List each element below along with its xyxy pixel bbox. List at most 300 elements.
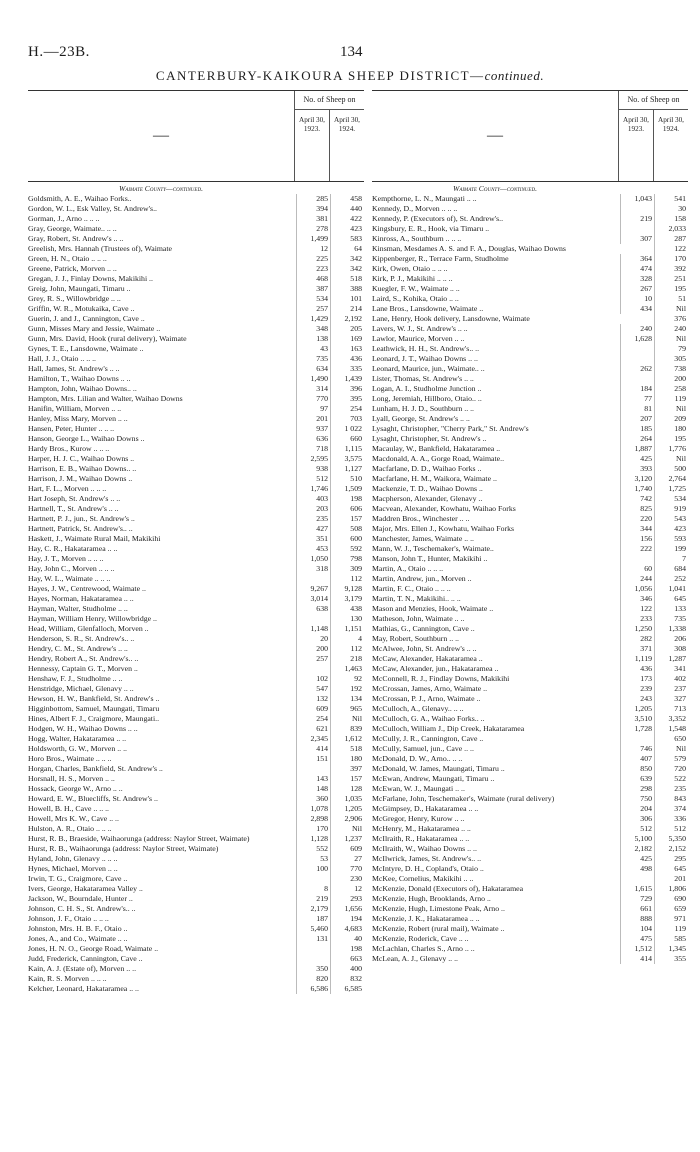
sheep-1923: 220 [620,514,654,524]
right-column [372,90,688,964]
table-row [372,884,688,894]
holder-name: Greelish, Mrs. Hannah (Trustees of), Waimate [28,244,173,253]
sheep-1923: 414 [296,744,330,754]
table-row [372,344,688,354]
holder-name: Gorman, J., Arno .. .. .. [28,214,100,223]
table-row [28,914,364,924]
sheep-1923: 156 [620,534,654,544]
page-title-suffix: continued. [484,68,545,83]
sheep-1924: 720 [654,764,688,774]
holder-name: Kelcher, Leonard, Hakataramea .. .. [28,984,139,993]
table-row [28,594,364,604]
holder-name: Lister, Thomas, St. Andrew's .. .. [372,374,474,383]
table-row [28,244,364,254]
holder-name: McCulloch, William J., Dip Creek, Hakataramea [372,724,525,733]
holder-name: Hayman, William Henry, Willowbridge .. [28,614,157,623]
holder-name: Hay, J. T., Morven .. .. .. [28,554,104,563]
table-row [372,894,688,904]
sheep-1923: 2,595 [296,454,330,464]
sheep-1923: 1,512 [620,944,654,954]
sheep-1924: 252 [654,574,688,584]
sheep-1924: 235 [654,784,688,794]
table-row [372,704,688,714]
table-row [28,834,364,844]
holder-name: McFarlane, John, Teschemaker's, Waimate (rural delivery) [372,794,555,803]
sheep-1923: 151 [296,754,330,764]
left-year-1923: April 30, 1923. [299,116,325,133]
sheep-1923: 257 [296,654,330,664]
sheep-1924: 1,439 [330,374,364,384]
holder-name: Macvean, Alexander, Kowhatu, Waihao Forks [372,504,516,513]
sheep-1924: 2,033 [654,224,688,234]
holder-name: Laird, S., Kohika, Otaio .. .. [372,294,459,303]
sheep-1924: 287 [654,234,688,244]
holder-name: May, Robert, Southburn .. .. [372,634,459,643]
holder-name: McDonald, D. W., Arno.. .. .. [372,754,463,763]
sheep-1924: 534 [654,494,688,504]
sheep-1924: 192 [330,684,364,694]
sheep-1923: 1,148 [296,624,330,634]
sheep-1923 [296,944,330,954]
sheep-1923: 609 [296,704,330,714]
sheep-1924: 609 [330,844,364,854]
table-row [372,644,688,654]
sheep-1923: 453 [296,544,330,554]
table-row [372,614,688,624]
sheep-1924: 843 [654,794,688,804]
table-row [372,814,688,824]
sheep-1924: 79 [654,344,688,354]
sheep-1924: 355 [654,954,688,964]
sheep-1923: 225 [296,254,330,264]
holder-name: Hewson, H. W., Bankfield, St. Andrew's .. [28,694,160,703]
holder-name: McKenzie, J. K., Hakataramea .. .. [372,914,480,923]
holder-name: Lunham, H. J. D., Southburn .. .. [372,404,475,413]
sheep-1924: 376 [654,314,688,324]
table-row [28,624,364,634]
holder-name: Hall, J. J., Otaio .. .. .. [28,354,97,363]
sheep-1924: 522 [654,774,688,784]
sheep-1923: 6,586 [296,984,330,994]
sheep-1923: 170 [296,824,330,834]
left-year-1924: April 30, 1924. [329,110,364,181]
sheep-1924: 508 [330,524,364,534]
table-row [372,374,688,384]
table-row [372,634,688,644]
sheep-1923: 97 [296,404,330,414]
sheep-1924: 1,806 [654,884,688,894]
sheep-1923: 718 [296,444,330,454]
sheep-1924: 422 [330,214,364,224]
table-row [372,674,688,684]
table-row [28,334,364,344]
table-row [372,534,688,544]
holder-name: Major, Mrs. Ellen J., Kowhatu, Waihao Forks [372,524,515,533]
sheep-1924: 400 [330,964,364,974]
sheep-1924: 600 [330,534,364,544]
holder-name: Hynes, Michael, Morven .. .. [28,864,118,873]
sheep-1924: Nil [330,714,364,724]
table-row [28,484,364,494]
sheep-1924: 199 [654,544,688,554]
sheep-1923: 203 [296,504,330,514]
right-rows [372,194,688,964]
table-row [372,244,688,254]
sheep-1924: 374 [654,804,688,814]
sheep-1923: 318 [296,564,330,574]
sheep-1923: 278 [296,224,330,234]
holder-name: Harrison, E. B., Waihao Downs.. .. [28,464,137,473]
sheep-1924: 112 [330,644,364,654]
table-row [372,654,688,664]
sheep-1924: 195 [654,284,688,294]
holder-name: Horsnall, H. S., Morven .. .. [28,774,115,783]
holder-name: Gregan, J. J., Finlay Downs, Makikihi .. [28,274,153,283]
sheep-1924: 592 [330,544,364,554]
table-row [372,384,688,394]
sheep-1923: 1,250 [620,624,654,634]
holder-name: Martin, F. C., Otaio .. .. .. [372,584,451,593]
table-row [28,314,364,324]
table-row [28,464,364,474]
sheep-1924: 713 [654,704,688,714]
sheep-1924: 218 [330,654,364,664]
sheep-1923: 173 [620,674,654,684]
sheep-1924: 543 [654,514,688,524]
holder-name: Kain, A. J. (Estate of), Morven .. .. [28,964,137,973]
sheep-1923: 207 [620,414,654,424]
holder-name: Hulston, A. R., Otaio .. .. .. [28,824,112,833]
sheep-1924: 650 [654,734,688,744]
sheep-1924: 2,906 [330,814,364,824]
sheep-1924: 1,776 [654,444,688,454]
sheep-1924: 51 [654,294,688,304]
table-row [372,204,688,214]
table-row [372,234,688,244]
table-row [372,684,688,694]
sheep-1923: 223 [296,264,330,274]
table-row [372,324,688,334]
holder-name: Macfarlane, H. M., Waikora, Waimate .. [372,474,497,483]
sheep-1924: 579 [654,754,688,764]
right-subheading: Waimate County—continued. [453,184,537,193]
right-header-dash: — [487,127,503,144]
table-row [28,874,364,884]
sheep-1924: 295 [654,854,688,864]
sheep-1924: 170 [654,254,688,264]
table-row [372,594,688,604]
holder-name: McGimpsey, D., Hakataramea .. .. [372,804,479,813]
sheep-1923: 3,014 [296,594,330,604]
sheep-1924: 585 [654,934,688,944]
sheep-1924: Nil [654,304,688,314]
sheep-1923: 735 [296,354,330,364]
sheep-1923 [620,204,654,214]
sheep-1923: 102 [296,674,330,684]
sheep-1924: 342 [330,264,364,274]
sheep-1923: 262 [620,364,654,374]
holder-name: McKenzie, Robert (rural mail), Waimate .. [372,924,505,933]
sheep-1924: 258 [654,384,688,394]
table-row [28,414,364,424]
table-row [28,194,364,204]
sheep-1924: 438 [330,604,364,614]
table-row [372,924,688,934]
sheep-1923: 81 [620,404,654,414]
sheep-1923: 639 [620,774,654,784]
table-row [372,944,688,954]
table-row [372,474,688,484]
sheep-1923: 638 [296,604,330,614]
table-row [372,214,688,224]
sheep-1924: 206 [654,634,688,644]
sheep-1924: 593 [654,534,688,544]
sheep-1924: 157 [330,514,364,524]
table-row [28,894,364,904]
sheep-1924: 92 [330,674,364,684]
table-row [372,334,688,344]
table-row [372,934,688,944]
sheep-1924: 209 [654,414,688,424]
sheep-1924: 396 [330,384,364,394]
sheep-1924: 3,352 [654,714,688,724]
right-sheep-caption: No. of Sheep on [619,91,688,110]
table-row [28,744,364,754]
sheep-1923: 132 [296,694,330,704]
sheep-1924: 133 [654,604,688,614]
sheep-1923: 1,119 [620,654,654,664]
table-row [28,604,364,614]
sheep-1924: 305 [654,354,688,364]
sheep-1923: 235 [296,514,330,524]
sheep-1923: 937 [296,424,330,434]
holder-name: McCulloch, A., Glenavy.. .. .. [372,704,464,713]
sheep-1923: 184 [620,384,654,394]
table-row [28,364,364,374]
table-row [372,424,688,434]
table-row [372,454,688,464]
sheep-1923: 661 [620,904,654,914]
sheep-1923: 8 [296,884,330,894]
holder-name: Mason and Menzies, Hook, Waimate .. [372,604,494,613]
holder-name: Hartnett, Patrick, St. Andrew's.. .. [28,524,133,533]
holder-name: McEwan, W. J., Maungati .. .. [372,784,465,793]
holder-name: Mann, W. J., Teschemaker's, Waimate.. [372,544,494,553]
sheep-1924: 770 [330,864,364,874]
sheep-1924: 735 [654,614,688,624]
right-year-1924: April 30, 1924. [653,110,688,181]
sheep-1923 [296,874,330,884]
sheep-1923 [620,734,654,744]
holder-name: Macfarlane, D. D., Waihao Forks .. [372,464,482,473]
holder-name: Lane Bros., Lansdowne, Waimate .. [372,304,484,313]
sheep-1924: 119 [654,394,688,404]
sheep-1923: 2,179 [296,904,330,914]
holder-name: Henderson, S. R., St. Andrew's.. .. [28,634,135,643]
sheep-1923: 1,887 [620,444,654,454]
holder-name: McCaw, Alexander, Hakataramea .. [372,654,483,663]
table-row [28,514,364,524]
table-row [28,644,364,654]
table-row [372,494,688,504]
table-row [372,504,688,514]
table-row [372,624,688,634]
sheep-1923: 328 [620,274,654,284]
holder-name: Hampton, Mrs. Lilian and Walter, Waihao Downs [28,394,183,403]
sheep-1924: 423 [330,224,364,234]
holder-name: Hurst, R. B., Waihaorunga (address: Naylor Street, Waimate) [28,844,219,853]
sheep-1923: 185 [620,424,654,434]
sheep-1923: 1,740 [620,484,654,494]
sheep-1923: 938 [296,464,330,474]
holder-name: Hennessy, Captain G. T., Morven .. [28,664,138,673]
sheep-1923: 267 [620,284,654,294]
sheep-1923: 222 [620,544,654,554]
sheep-1924: 112 [330,574,364,584]
sheep-1924: 5,350 [654,834,688,844]
holder-name: Hay, John C., Morven .. .. .. [28,564,115,573]
table-row [28,434,364,444]
sheep-1924: 12 [330,884,364,894]
table-row [28,804,364,814]
sheep-1923: 233 [620,614,654,624]
sheep-1923: 1,728 [620,724,654,734]
sheep-1924: 690 [654,894,688,904]
holder-name: McHenry, M., Hakataramea .. .. [372,824,471,833]
holder-name: Gordon, W. L., Esk Valley, St. Andrew's.. [28,204,157,213]
table-row [372,304,688,314]
sheep-1924: 158 [654,214,688,224]
holder-name: McCrossan, P. J., Arno, Waimate .. [372,694,481,703]
holder-name: McKenzie, Donald (Executors of), Hakataramea [372,884,524,893]
sheep-1924: 157 [330,774,364,784]
holder-name: McCrossan, James, Arno, Waimate .. [372,684,488,693]
holder-name: Hampton, John, Waihao Downs.. .. [28,384,137,393]
sheep-1924: 645 [654,594,688,604]
table-row [28,714,364,724]
sheep-1924: 163 [330,344,364,354]
sheep-1924: 798 [330,554,364,564]
holder-name: Macaulay, W., Bankfield, Hakataramea .. [372,444,501,453]
table-row [28,904,364,914]
holder-name: McEwan, Andrew, Maungati, Timaru .. [372,774,495,783]
table-row [28,564,364,574]
sheep-1923: 254 [296,714,330,724]
sheep-1923: 350 [296,964,330,974]
table-row [28,204,364,214]
sheep-1923: 770 [296,394,330,404]
right-sheep-header [618,91,688,181]
table-row [28,724,364,734]
holder-name: Head, William, Glenfalloch, Morven .. [28,624,149,633]
sheep-1924: 395 [330,394,364,404]
sheep-1923: 750 [620,794,654,804]
holder-name: McIlwrick, James, St. Andrew's.. .. [372,854,482,863]
right-column-header [372,90,688,182]
table-row [28,844,364,854]
table-row [28,504,364,514]
sheep-1924: 327 [654,694,688,704]
sheep-1923: 850 [620,764,654,774]
table-row [28,664,364,674]
sheep-1924: 1,041 [654,584,688,594]
holder-name: Grey, R. S., Willowbridge .. .. [28,294,121,303]
holder-name: Macpherson, Alexander, Glenavy .. [372,494,483,503]
holder-name: Gunn, Mrs. David, Hook (rural delivery), Waimate [28,334,187,343]
left-rows [28,194,364,994]
right-year-1923: April 30, 1923. [623,116,649,133]
sheep-1923: 820 [296,974,330,984]
table-row [372,434,688,444]
sheep-1924: 3,179 [330,594,364,604]
sheep-1923: 1,128 [296,834,330,844]
sheep-1924: 1,463 [330,664,364,674]
sheep-1923 [296,764,330,774]
table-row [372,904,688,914]
sheep-1923: 414 [620,954,654,964]
table-row [28,234,364,244]
sheep-1923: 2,182 [620,844,654,854]
sheep-1924: 518 [330,744,364,754]
table-row [28,854,364,864]
holder-name: Lawlor, Maurice, Morven .. .. [372,334,465,343]
holder-name: Leonard, Maurice, jun., Waimate.. .. [372,364,485,373]
sheep-1923: 729 [620,894,654,904]
sheep-1924: 293 [330,894,364,904]
sheep-1924: 122 [654,244,688,254]
sheep-1923: 2,345 [296,734,330,744]
sheep-1924: 436 [330,354,364,364]
sheep-1923: 143 [296,774,330,784]
sheep-1923: 204 [620,804,654,814]
holder-name: Leathwick, H. H., St. Andrew's.. .. [372,344,480,353]
holder-name: Greene, Patrick, Morven .. .. [28,264,117,273]
table-row [28,694,364,704]
table-row [28,934,364,944]
holder-name: Green, H. N., Otaio .. .. .. [28,254,107,263]
sheep-1924: 230 [330,874,364,884]
sheep-1923: 201 [296,414,330,424]
sheep-1924: Nil [654,454,688,464]
holder-name: Hamilton, T., Waihao Downs .. .. [28,374,131,383]
sheep-1924: 309 [330,564,364,574]
holder-name: Goldsmith, A. E., Waihao Forks.. [28,194,132,203]
holder-name: Horgan, Charles, Bankfield, St. Andrew's .. [28,764,163,773]
sheep-1924: 6,585 [330,984,364,994]
table-row [28,754,364,764]
holder-name: Hay, W. L., Waimate .. .. .. [28,574,111,583]
holder-name: Hanifin, William, Morven .. .. [28,404,122,413]
table-row [28,474,364,484]
holder-name: McKee, Cornelius, Makikihi .. .. [372,874,474,883]
table-row [28,384,364,394]
sheep-1923: 244 [620,574,654,584]
holder-name: Kinsman, Mesdames A. S. and F. A., Douglas, Waihao Downs [372,244,566,253]
holder-name: McCaw, Alexander, jun., Hakataramea .. [372,664,499,673]
table-row [28,924,364,934]
sheep-1923: 77 [620,394,654,404]
table-row [372,354,688,364]
sheep-1924: 606 [330,504,364,514]
table-row [372,824,688,834]
sheep-1923: 1,205 [620,704,654,714]
holder-name: Manchester, James, Waimate .. .. [372,534,474,543]
sheep-1923: 282 [620,634,654,644]
holder-name: Martin, A., Otaio .. .. .. [372,564,444,573]
holder-name: Hogg, Walter, Hakataramea .. .. [28,734,127,743]
table-row [372,224,688,234]
sheep-1923: 393 [620,464,654,474]
